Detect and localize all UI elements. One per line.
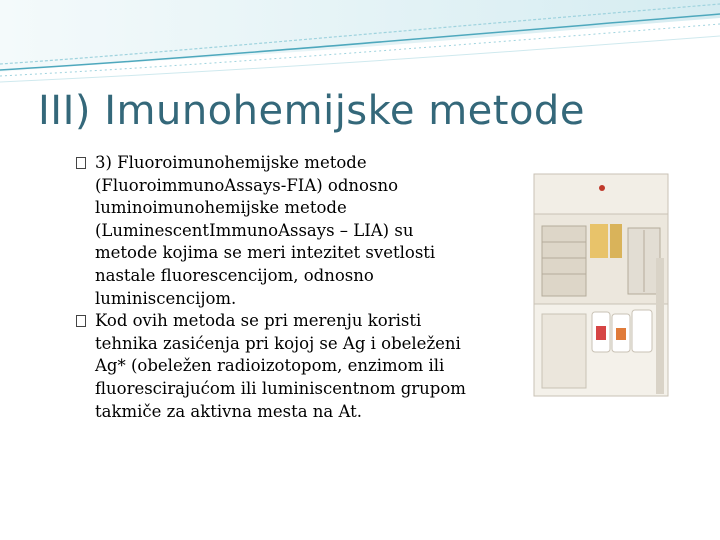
decorative-header-band	[0, 0, 720, 90]
bullet-text-line: luminiscencijom.	[95, 288, 237, 308]
bullet-box-icon	[76, 157, 86, 169]
bullet-text-line: takmiče za aktivna mesta na At.	[95, 401, 362, 421]
bullet-text-line: (FluoroimmunoAssays-FIA) odnosno	[95, 175, 399, 195]
bullet-list	[76, 152, 516, 423]
bullet-text-line: Ag* (obeležen radioizotopom, enzimom ili	[95, 356, 445, 376]
bullet-text-line: tehnika zasićenja pri kojoj se Ag i obeleženi	[95, 333, 461, 353]
bullet-text-line: luminoimunohemijske metode	[95, 198, 347, 218]
bullet-text-line: nastale fluorescencijom, odnosno	[95, 265, 374, 285]
bullet-text-line: metode kojima se meri intezitet svetlosti	[95, 243, 436, 263]
bullet-text-line: fluorescirajućom ili luminiscentnom grupom	[95, 378, 466, 398]
bullet-box-icon	[76, 315, 86, 327]
bullet-text-line: (LuminescentImmunoAssays – LIA) su	[95, 220, 414, 240]
slide-title: III) Imunohemijske metode	[38, 88, 585, 134]
analyzer-instrument-image	[530, 168, 672, 400]
bullet-text-line: Kod ovih metoda se pri merenju koristi	[95, 311, 422, 331]
bullet-item	[76, 152, 516, 310]
bullet-item	[76, 310, 516, 423]
bullet-text-line: 3) Fluoroimunohemijske metode	[95, 153, 367, 172]
